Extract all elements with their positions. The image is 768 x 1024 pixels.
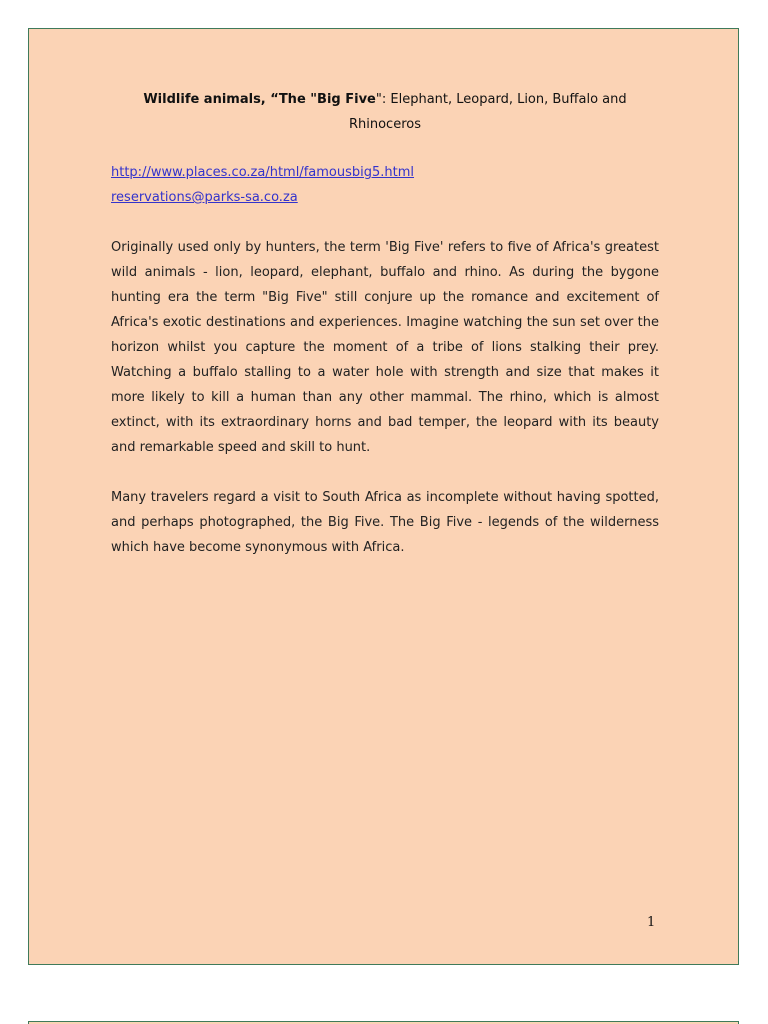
paragraph-intro: Originally used only by hunters, the term 'Big Five' refers to five of Africa's greatest wild animals - lion, leopard, elephant, buffalo and rhino. As during the bygone hunting era the term "Big Five" still conjure up the romance and excitement of Africa's exotic destinations and experiences. Imagine watching the sun set over the horizon whilst you capture the moment of a tribe of lions stalking their prey. Watching a buffalo stalling to a water hole with strength and size that makes it more likely to kill a human than any other mammal. The rhino, which is almost extinct, with its extraordinary horns and bad temper, the leopard with its beauty and remarkable speed and skill to hunt. <box>111 240 659 455</box>
paragraph-travelers: Many travelers regard a visit to South Africa as incomplete without having spotted, and perhaps photographed, the Big Five. The Big Five - legends of the wilderness which have become synonymous with Africa. <box>111 490 659 555</box>
links-block <box>111 160 414 210</box>
title-rest-part: ": Elephant, Leopard, Lion, Buffalo and Rhinoceros <box>348 92 627 132</box>
title-bold-part: Wildlife animals, “The "Big Five <box>143 92 376 107</box>
email-link[interactable]: reservations@parks-sa.co.za <box>111 190 298 205</box>
website-link[interactable]: http://www.places.co.za/html/famousbig5.html <box>111 165 415 180</box>
document-title <box>111 87 659 137</box>
page-number: 1 <box>647 915 656 930</box>
document-page <box>28 28 739 965</box>
